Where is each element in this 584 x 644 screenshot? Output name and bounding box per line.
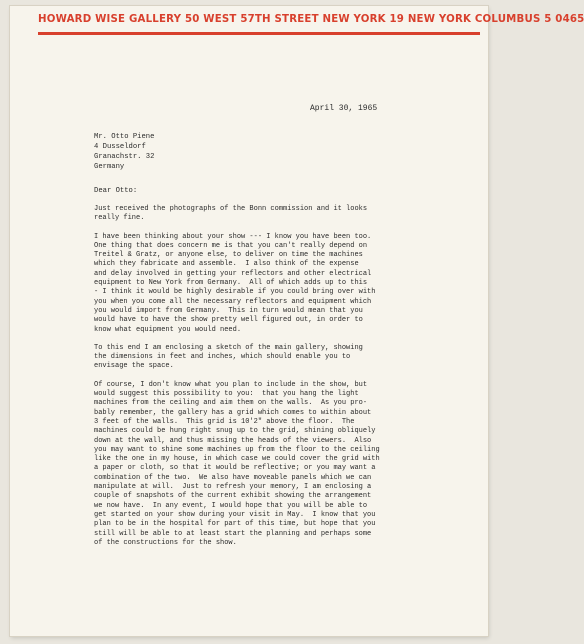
text-line: To this end I am enclosing a sketch of the main gallery, showing [94, 343, 363, 352]
text-line: down at the wall, and thus missing the heads of the viewers. Also [94, 436, 372, 445]
text-line: I have been thinking about your show --- I know you have been too. [94, 232, 372, 241]
letter-body [94, 205, 454, 557]
text-line: know what equipment you would need. [94, 325, 242, 334]
salutation: Dear Otto: [94, 187, 138, 195]
text-line: the dimensions in feet and inches, which should enable you to [94, 353, 351, 362]
address-line: Mr. Otto Piene [94, 133, 155, 141]
text-line: Just received the photographs of the Bonn commission and it looks [94, 205, 368, 213]
text-line: you may want to shine some machines up from the floor to the ceiling [94, 445, 380, 454]
text-line: envisage the space. [94, 362, 174, 371]
address-line: Granachstr. 32 [94, 153, 155, 161]
text-line: of the constructions for the show. [94, 538, 237, 547]
text-line: combination of the two. We also have moveable panels which we can [94, 473, 372, 482]
text-line: 3 feet of the walls. This grid is 10'2" above the floor. The [94, 417, 355, 426]
text-line: equipment to New York from Germany. All of which adds up to this [94, 279, 368, 288]
text-line: still will be able to at least start the planning and perhaps some [94, 529, 372, 538]
letter-page [10, 6, 584, 636]
text-line: which they fabricate and assemble. I also think of the expense [94, 260, 359, 269]
paragraph-4 [94, 381, 454, 548]
text-line: bably remember, the gallery has a grid which comes to within about [94, 408, 372, 417]
text-line: manipulate at will. Just to refresh your memory, I am enclosing a [94, 483, 372, 492]
paragraph-2 [94, 233, 454, 335]
text-line: - I think it would be highly desirable if you could bring over with [94, 288, 376, 297]
text-line: you when you come all the necessary reflectors and equipment which [94, 297, 372, 306]
letter-date: April 30, 1965 [310, 104, 378, 113]
text-line: would suggest this possibility to you: that you hang the light [94, 390, 359, 399]
text-line: machines could be hung right snug up to the grid, shining obliquely [94, 427, 376, 436]
text-line: plan to be in the hospital for part of this time, but hope that you [94, 520, 376, 529]
paragraph-3 [94, 344, 454, 372]
letterhead-rule [38, 32, 480, 35]
text-line: we now have. In any event, I would hope that you will be able to [94, 501, 368, 510]
text-line: and delay involved in getting your reflectors and other electrical [94, 269, 372, 278]
text-line: couple of snapshots of the current exhibit showing the arrangement [94, 492, 372, 501]
text-line: machines from the ceiling and aim them on the walls. As you pro- [94, 399, 368, 408]
paragraph-1 [94, 205, 454, 224]
address-line: Germany [94, 163, 125, 171]
text-line: a paper or cloth, so that it would be reflective; or you may want a [94, 464, 376, 473]
text-line: really fine. [94, 214, 145, 223]
text-line: you would import from Germany. This in turn would mean that you [94, 306, 363, 315]
text-line: like the one in my house, in which case we could cover the grid with [94, 455, 380, 464]
recipient-address [94, 132, 154, 172]
text-line: get started on your show during your visit in May. I know that you [94, 510, 376, 519]
text-line: would have to have the show pretty well figured out, in order to [94, 316, 363, 325]
text-line: Treitel & Gratz, or anyone else, to deliver on time the machines [94, 251, 363, 260]
letterhead: HOWARD WISE GALLERY 50 WEST 57TH STREET NEW YORK 19 NEW YORK COLUMBUS 5 0465 [38, 14, 584, 25]
text-line: Of course, I don't know what you plan to include in the show, but [94, 380, 368, 389]
text-line: One thing that does concern me is that you can't really depend on [94, 241, 368, 250]
address-line: 4 Dusseldorf [94, 143, 146, 151]
